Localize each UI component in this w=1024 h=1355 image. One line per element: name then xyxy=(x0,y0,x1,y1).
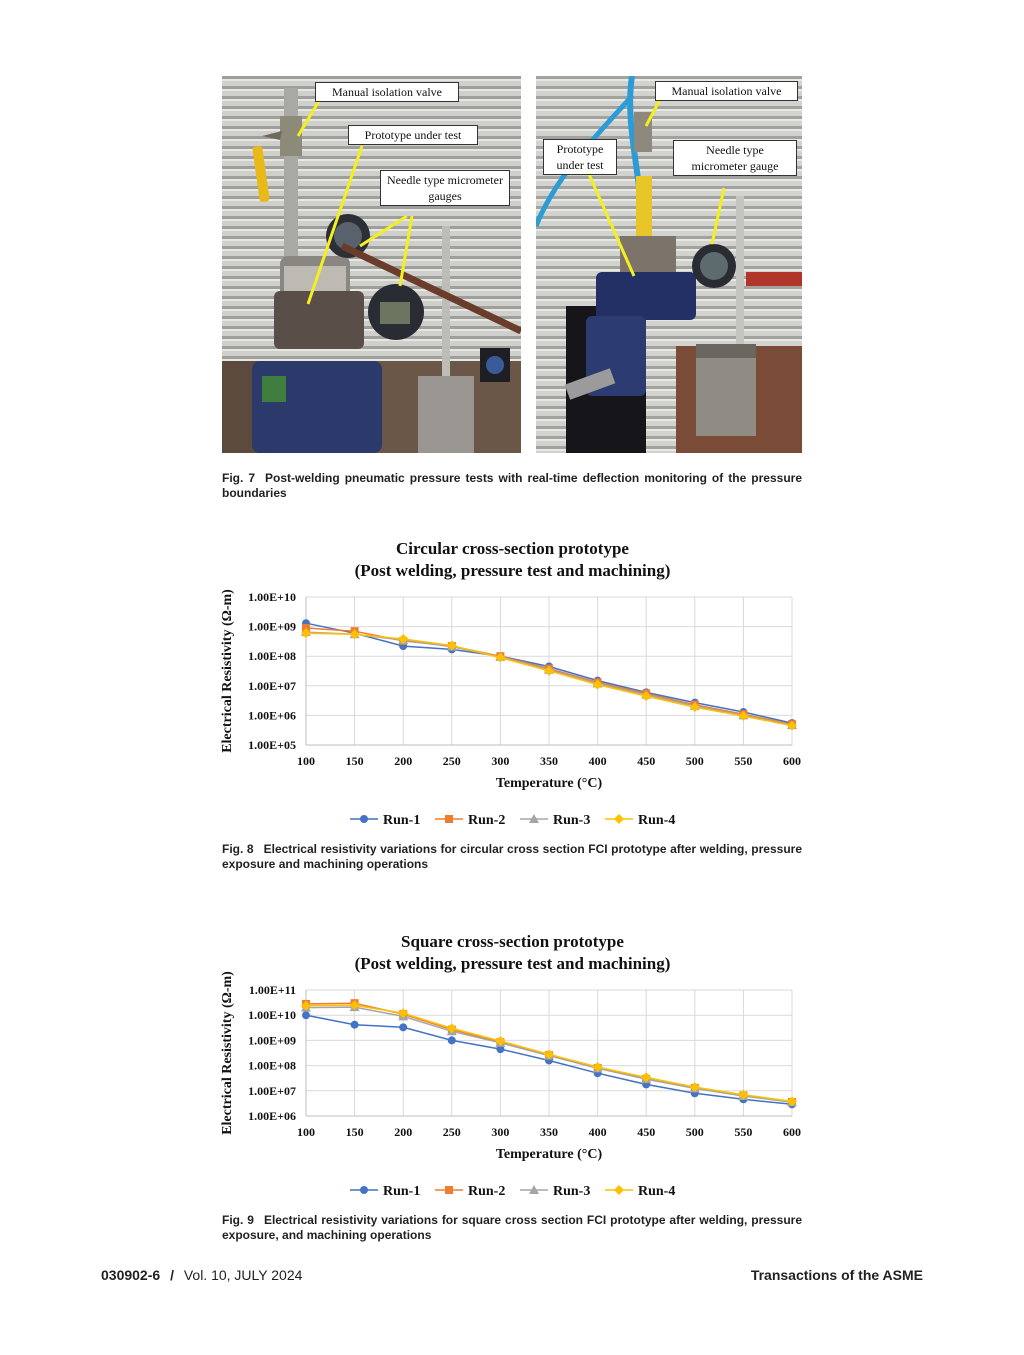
y-tick-label: 1.00E+09 xyxy=(248,1033,296,1048)
volume-info: Vol. 10, JULY 2024 xyxy=(183,1267,303,1283)
y-tick-label: 1.00E+08 xyxy=(248,1058,296,1073)
x-tick-label: 600 xyxy=(783,754,801,768)
y-tick-label: 1.00E+05 xyxy=(248,738,296,752)
fig7-right-gauge-label: Needle type micrometer gauge xyxy=(673,140,797,176)
fig9-caption-number: Fig. 9 xyxy=(222,1213,254,1227)
chart-subtitle: (Post welding, pressure test and machining) xyxy=(354,954,671,973)
x-tick-label: 150 xyxy=(345,754,364,768)
journal-name: Transactions of the ASME xyxy=(750,1267,923,1283)
y-axis-label: Electrical Resistivity (Ω-m) xyxy=(220,589,236,753)
x-tick-label: 100 xyxy=(297,1125,315,1139)
x-tick-label: 500 xyxy=(685,754,704,768)
x-tick-label: 300 xyxy=(491,1125,510,1139)
y-tick-label: 1.00E+10 xyxy=(248,1008,296,1023)
legend-marker xyxy=(445,815,453,823)
x-tick-label: 500 xyxy=(685,1125,704,1139)
legend-label: Run-3 xyxy=(553,1184,591,1199)
y-tick-label: 1.00E+08 xyxy=(248,649,296,664)
y-tick-label: 1.00E+09 xyxy=(248,619,296,634)
fig7-right-valve-label: Manual isolation valve xyxy=(655,81,798,101)
x-tick-label: 550 xyxy=(734,1125,753,1139)
x-tick-label: 250 xyxy=(442,754,461,768)
fig8-caption-number: Fig. 8 xyxy=(222,842,254,856)
x-tick-label: 450 xyxy=(637,754,656,768)
legend-marker xyxy=(360,1186,368,1194)
y-tick-label: 1.00E+11 xyxy=(248,983,296,997)
fig7-caption xyxy=(222,471,802,501)
legend-label: Run-4 xyxy=(638,1184,676,1199)
x-tick-label: 600 xyxy=(783,1125,801,1139)
fig8-caption-text: Electrical resistivity variations for circular cross section FCI prototype after welding, pressure exposure and machining operations xyxy=(222,842,802,871)
x-axis-label: Temperature (°C) xyxy=(495,776,603,791)
fig7-left-valve-label: Manual isolation valve xyxy=(315,82,459,102)
fig8-plot xyxy=(215,537,810,833)
y-tick-label: 1.00E+06 xyxy=(248,708,296,723)
fig9-plot xyxy=(215,930,810,1204)
footer-separator: / xyxy=(170,1267,174,1283)
x-tick-label: 400 xyxy=(588,1125,607,1139)
x-tick-label: 350 xyxy=(540,754,558,768)
fig7-right-prototype-label: Prototype under test xyxy=(543,139,617,175)
legend-label: Run-4 xyxy=(638,813,676,828)
chart-subtitle: (Post welding, pressure test and machining) xyxy=(354,561,671,580)
x-tick-label: 200 xyxy=(394,1125,413,1139)
x-tick-label: 300 xyxy=(491,754,510,768)
y-tick-label: 1.00E+07 xyxy=(248,1083,296,1098)
fig9-caption-text: Electrical resistivity variations for square cross section FCI prototype after welding, pressure exposure, and machining operations xyxy=(222,1213,802,1242)
x-tick-label: 100 xyxy=(297,754,315,768)
legend-marker xyxy=(614,1185,624,1195)
fig8-caption xyxy=(222,842,802,872)
fig9-caption xyxy=(222,1213,802,1243)
legend-label: Run-2 xyxy=(468,1184,506,1199)
chart-title: Square cross-section prototype xyxy=(401,932,624,951)
fig7-caption-text: Post-welding pneumatic pressure tests with real-time deflection monitoring of the pressure boundaries xyxy=(222,471,802,500)
y-tick-label: 1.00E+07 xyxy=(248,678,296,693)
fig9-chart xyxy=(215,930,810,1204)
x-tick-label: 150 xyxy=(345,1125,364,1139)
x-tick-label: 550 xyxy=(734,754,753,768)
legend-label: Run-3 xyxy=(553,813,591,828)
data-point-run-1 xyxy=(351,1021,359,1029)
x-tick-label: 250 xyxy=(442,1125,461,1139)
page-id: 030902-6 xyxy=(101,1267,161,1283)
legend-label: Run-1 xyxy=(383,1184,421,1199)
fig7-left-gauges-label: Needle type micrometer gauges xyxy=(380,170,510,206)
fig7-caption-number: Fig. 7 xyxy=(222,471,256,485)
x-tick-label: 400 xyxy=(588,754,607,768)
legend-label: Run-1 xyxy=(383,813,421,828)
legend-marker xyxy=(360,815,368,823)
chart-title: Circular cross-section prototype xyxy=(396,539,629,558)
fig7-left-prototype-label: Prototype under test xyxy=(348,125,478,145)
y-tick-label: 1.00E+10 xyxy=(248,590,296,604)
x-tick-label: 450 xyxy=(637,1125,656,1139)
data-point-run-1 xyxy=(302,1011,310,1019)
data-point-run-1 xyxy=(448,1036,456,1044)
footer-left xyxy=(101,1267,302,1283)
y-tick-label: 1.00E+06 xyxy=(248,1109,296,1123)
legend-marker xyxy=(445,1186,453,1194)
data-point-run-1 xyxy=(399,1023,407,1031)
legend-marker xyxy=(614,814,624,824)
legend-label: Run-2 xyxy=(468,813,506,828)
x-axis-label: Temperature (°C) xyxy=(495,1147,603,1162)
fig7-right-photo xyxy=(536,76,802,453)
y-axis-label: Electrical Resistivity (Ω-m) xyxy=(220,971,236,1135)
x-tick-label: 350 xyxy=(540,1125,558,1139)
fig8-chart xyxy=(215,537,810,833)
x-tick-label: 200 xyxy=(394,754,413,768)
